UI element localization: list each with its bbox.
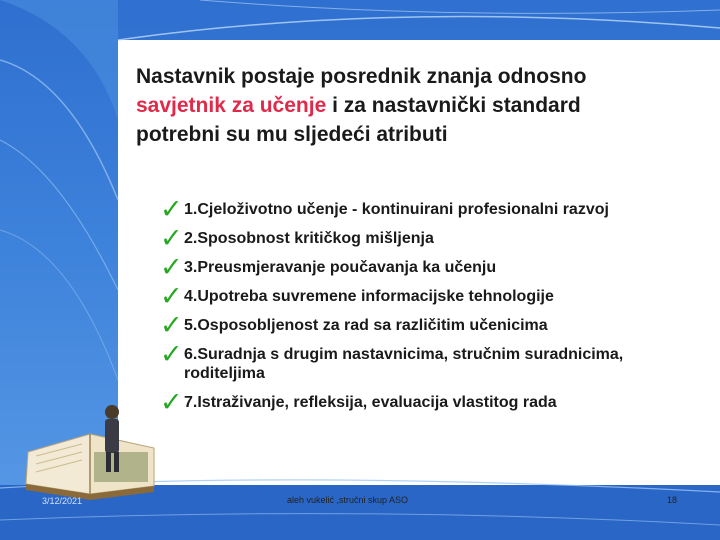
check-icon: ✓: [160, 310, 183, 341]
check-icon: ✓: [160, 223, 183, 254]
bullet-text: 6.Suradnja s drugim nastavnicima, stručnim suradnicima, roditeljima: [184, 346, 624, 382]
check-icon: ✓: [160, 252, 183, 283]
open-book-icon: [20, 382, 160, 500]
bullet-text: 5.Osposobljenost za rad sa različitim učenicima: [184, 317, 548, 334]
bullet-text: 7.Istraživanje, refleksija, evaluacija vlastitog rada: [184, 394, 557, 411]
bullet-item-1: [160, 194, 680, 225]
footer-date: 3/12/2021: [42, 496, 83, 506]
bullet-text: 4.Upotreba suvremene informacijske tehnologije: [184, 288, 554, 305]
bullet-item-3: [160, 252, 680, 283]
bullet-text: 3.Preusmjeravanje poučavanja ka učenju: [184, 259, 497, 276]
bullet-item-2: [160, 223, 680, 254]
attribute-list: [160, 194, 680, 422]
footer-author: aleh vukelić ,stručni skup ASO: [287, 495, 409, 505]
bullet-item-4: [160, 281, 680, 312]
title-accent: savjetnik za učenje: [136, 94, 327, 117]
title-part-2: i za nastavnički standard potrebni su mu sljedeći atributi: [136, 94, 581, 146]
slide-title: [136, 62, 656, 149]
bullet-text: 2.Sposobnost kritičkog mišljenja: [184, 230, 434, 247]
bullet-item-6: [160, 339, 680, 383]
page-number: 18: [667, 495, 678, 505]
bullet-text: 1.Cjeloživotno učenje - kontinuirani profesionalni razvoj: [184, 201, 609, 218]
check-icon: ✓: [160, 387, 183, 418]
bullet-item-7: [160, 387, 680, 418]
bullet-item-5: [160, 310, 680, 341]
check-icon: ✓: [160, 281, 183, 312]
title-part-1: Nastavnik postaje posrednik znanja odnosno: [136, 65, 587, 88]
check-icon: ✓: [160, 194, 183, 225]
check-icon: ✓: [160, 339, 183, 370]
